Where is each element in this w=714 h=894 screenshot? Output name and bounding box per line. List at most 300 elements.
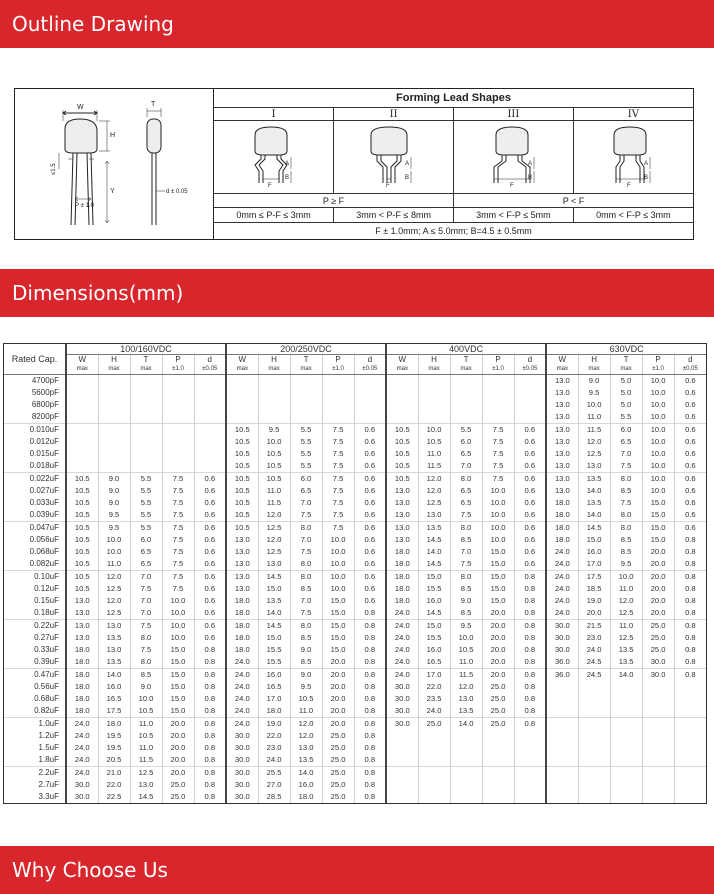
dimension-cell: 18.0 xyxy=(386,571,418,584)
dimension-cell xyxy=(162,411,194,424)
dimension-cell: 13.0 xyxy=(226,534,258,546)
dimension-cell: 15.0 xyxy=(482,595,514,607)
dimension-cell xyxy=(418,791,450,803)
dimension-cell: 0.6 xyxy=(354,473,386,486)
dimension-cell: 36.0 xyxy=(546,656,578,669)
dimension-cell: 24.0 xyxy=(226,669,258,682)
dimension-cell: 0.8 xyxy=(194,742,226,754)
dimension-cell: 0.8 xyxy=(194,656,226,669)
column-header-p: P xyxy=(322,355,354,366)
dimension-cell: 25.0 xyxy=(642,632,674,644)
rated-cap-cell: 0.33uF xyxy=(34,645,59,654)
dimension-cell: 8.5 xyxy=(290,632,322,644)
rated-cap-cell: 0.68uF xyxy=(34,694,59,703)
dimension-cell: 24.0 xyxy=(386,656,418,669)
dimension-cell xyxy=(354,411,386,424)
table-row xyxy=(4,644,706,656)
dimension-cell: 0.6 xyxy=(674,485,706,497)
rated-cap-cell: 4700pF xyxy=(31,376,59,385)
dimension-cell: 0.6 xyxy=(194,473,226,486)
dimension-cell: 11.0 xyxy=(610,620,642,633)
dimension-cell: 0.8 xyxy=(674,558,706,571)
capacitor-outline-drawing xyxy=(15,89,213,239)
dimension-cell: 15.0 xyxy=(162,693,194,705)
dimension-cell: 7.0 xyxy=(450,546,482,558)
dimension-cell xyxy=(354,387,386,399)
dimension-cell: 0.6 xyxy=(354,583,386,595)
column-tolerance: max xyxy=(578,365,610,375)
dimension-cell xyxy=(578,718,610,731)
dimension-cell: 19.0 xyxy=(258,718,290,731)
dimension-cell: 0.6 xyxy=(354,509,386,522)
table-row xyxy=(4,424,706,437)
dimension-cell: 12.0 xyxy=(98,595,130,607)
dimension-cell: 0.6 xyxy=(674,436,706,448)
dimension-cell xyxy=(674,767,706,780)
rated-cap-cell: 1.0uF xyxy=(38,719,59,728)
dimension-cell: 7.5 xyxy=(130,583,162,595)
dimension-cell: 15.0 xyxy=(482,583,514,595)
dimension-cell: 20.0 xyxy=(642,558,674,571)
dimension-cell: 7.5 xyxy=(130,620,162,633)
dimension-cell: 10.5 xyxy=(226,448,258,460)
dimension-cell xyxy=(610,718,642,731)
dimension-cell: 10.5 xyxy=(130,705,162,718)
dimension-cell xyxy=(258,399,290,411)
column-tolerance: max xyxy=(610,365,642,375)
dimension-cell: 10.5 xyxy=(66,497,98,509)
lead-length-y-label: Y xyxy=(110,188,115,195)
dimension-cell: 15.0 xyxy=(322,620,354,633)
dimension-cell: 12.0 xyxy=(98,571,130,584)
dimension-cell: 11.0 xyxy=(418,448,450,460)
dimension-cell: 20.0 xyxy=(162,730,194,742)
shape-3-a-label: A xyxy=(528,161,533,167)
dimension-cell: 0.8 xyxy=(674,534,706,546)
column-tolerance: ±1.0 xyxy=(322,365,354,375)
dimension-cell: 0.8 xyxy=(194,779,226,791)
rated-cap-cell: 3.3uF xyxy=(38,792,59,801)
dimension-cell: 7.5 xyxy=(322,473,354,486)
forming-shape-3-cell xyxy=(454,121,574,194)
dimension-cell: 0.8 xyxy=(514,644,546,656)
dimension-cell: 17.5 xyxy=(578,571,610,584)
dimension-cell: 8.5 xyxy=(290,656,322,669)
dimension-cell xyxy=(194,448,226,460)
dimension-cell: 15.0 xyxy=(418,620,450,633)
dimension-cell: 0.8 xyxy=(354,742,386,754)
dimension-cell: 12.5 xyxy=(610,632,642,644)
dimension-cell: 12.0 xyxy=(418,485,450,497)
dimension-cell: 0.6 xyxy=(194,509,226,522)
dimension-cell xyxy=(578,693,610,705)
table-row xyxy=(4,411,706,424)
dimension-cell: 24.5 xyxy=(578,656,610,669)
dimension-cell xyxy=(194,375,226,388)
dimension-cell: 13.5 xyxy=(578,473,610,486)
dimension-cell xyxy=(546,779,578,791)
rated-cap-cell: 2.7uF xyxy=(38,780,59,789)
dimension-cell: 18.0 xyxy=(226,644,258,656)
dimension-cell: 25.0 xyxy=(482,718,514,731)
shape-numeral-2: II xyxy=(334,108,454,121)
dimension-cell: 20.0 xyxy=(162,754,194,767)
dimension-cell xyxy=(450,399,482,411)
dimension-cell: 7.5 xyxy=(162,522,194,535)
dimension-cell: 9.5 xyxy=(98,522,130,535)
column-tolerance: max xyxy=(98,365,130,375)
rated-cap-cell: 0.082uF xyxy=(4,558,66,571)
column-header-w: W xyxy=(386,355,418,366)
dimension-cell: 0.6 xyxy=(674,522,706,535)
dimension-cell: 18.0 xyxy=(546,509,578,522)
dimension-cell: 10.5 xyxy=(290,693,322,705)
dimension-cell: 18.0 xyxy=(546,497,578,509)
dimension-cell: 13.0 xyxy=(418,509,450,522)
dimension-cell xyxy=(194,411,226,424)
dimension-cell: 0.6 xyxy=(674,497,706,509)
dimension-cell: 13.0 xyxy=(98,620,130,633)
rated-cap-cell: 0.010uF xyxy=(29,425,59,434)
dimension-cell xyxy=(674,791,706,803)
dimension-cell: 8.0 xyxy=(130,632,162,644)
dimension-cell xyxy=(354,375,386,388)
dimension-cell xyxy=(386,730,418,742)
dimension-cell xyxy=(386,779,418,791)
dimension-cell xyxy=(386,399,418,411)
table-row xyxy=(4,607,706,620)
dimension-cell xyxy=(98,411,130,424)
table-row xyxy=(4,399,706,411)
dimension-cell xyxy=(386,791,418,803)
column-header-d: d xyxy=(514,355,546,366)
dimension-cell xyxy=(514,767,546,780)
dimension-cell: 7.5 xyxy=(162,546,194,558)
table-row xyxy=(4,705,706,718)
dimension-cell: 12.0 xyxy=(290,730,322,742)
dimension-cell: 7.5 xyxy=(610,497,642,509)
rated-cap-cell: 8200pF xyxy=(4,411,66,424)
thickness-label: T xyxy=(151,101,156,108)
dimension-cell: 9.5 xyxy=(290,681,322,693)
dimension-cell: 15.0 xyxy=(642,522,674,535)
column-header-d: d xyxy=(354,355,386,366)
rated-cap-cell: 0.18uF xyxy=(4,607,66,620)
dimension-cell: 20.0 xyxy=(322,681,354,693)
dimension-cell: 13.5 xyxy=(290,754,322,767)
dimension-cell: 9.0 xyxy=(98,485,130,497)
dimension-cell: 13.5 xyxy=(98,632,130,644)
dimension-cell: 30.0 xyxy=(386,693,418,705)
dimension-cell xyxy=(130,411,162,424)
dimension-cell: 10.5 xyxy=(66,509,98,522)
dimension-cell: 25.0 xyxy=(482,681,514,693)
dimension-cell xyxy=(482,375,514,388)
dimension-cell xyxy=(578,705,610,718)
dimension-cell: 13.0 xyxy=(386,485,418,497)
dimension-cell: 13.0 xyxy=(546,387,578,399)
dimension-cell: 17.5 xyxy=(98,705,130,718)
dimension-cell xyxy=(226,375,258,388)
dimension-cell: 19.5 xyxy=(98,742,130,754)
dimension-cell: 10.5 xyxy=(226,509,258,522)
dimension-cell: 10.5 xyxy=(226,436,258,448)
dimension-cell: 17.0 xyxy=(578,558,610,571)
dimension-cell: 0.6 xyxy=(674,509,706,522)
dimension-cell: 6.5 xyxy=(130,546,162,558)
dimension-cell: 7.5 xyxy=(322,509,354,522)
dimension-cell: 0.8 xyxy=(194,681,226,693)
dimension-cell: 13.0 xyxy=(546,424,578,437)
dimension-cell: 7.5 xyxy=(482,448,514,460)
dimension-cell xyxy=(578,767,610,780)
dimension-cell: 6.0 xyxy=(610,424,642,437)
voltage-group-header: 630VDC xyxy=(546,344,706,355)
dimension-cell: 13.0 xyxy=(226,583,258,595)
dimension-cell: 20.0 xyxy=(322,718,354,731)
dimension-cell xyxy=(386,767,418,780)
dimension-cell: 0.6 xyxy=(514,534,546,546)
dimension-cell: 20.0 xyxy=(322,656,354,669)
dimension-cell: 0.8 xyxy=(194,754,226,767)
dimension-cell: 13.5 xyxy=(610,644,642,656)
dimension-cell: 18.0 xyxy=(386,558,418,571)
dimension-cell: 10.5 xyxy=(386,460,418,473)
dimension-cell: 8.0 xyxy=(290,571,322,584)
column-tolerance: ±0.05 xyxy=(194,365,226,375)
dimension-cell xyxy=(674,742,706,754)
dimension-cell xyxy=(130,448,162,460)
dimension-cell: 16.5 xyxy=(98,693,130,705)
dimension-cell: 25.0 xyxy=(482,693,514,705)
shape-2-b-label: B xyxy=(404,175,409,181)
dimension-cell: 10.5 xyxy=(450,644,482,656)
dimension-cell: 0.6 xyxy=(194,595,226,607)
dimension-cell: 7.5 xyxy=(482,424,514,437)
dimension-cell: 0.8 xyxy=(514,693,546,705)
dimension-cell: 13.0 xyxy=(546,473,578,486)
dimension-cell: 7.5 xyxy=(322,460,354,473)
dimension-cell: 7.5 xyxy=(290,509,322,522)
dimension-cell xyxy=(610,791,642,803)
column-tolerance: ±0.05 xyxy=(354,365,386,375)
dimension-cell: 0.6 xyxy=(354,546,386,558)
dimension-cell: 7.0 xyxy=(610,448,642,460)
column-header-w: W xyxy=(226,355,258,366)
dimension-cell: 13.0 xyxy=(386,509,418,522)
dimension-cell: 24.0 xyxy=(546,595,578,607)
dimensions-table-panel xyxy=(3,343,707,804)
table-row xyxy=(4,681,706,693)
dimension-cell: 8.5 xyxy=(290,583,322,595)
dimension-cell: 25.0 xyxy=(322,791,354,803)
dimension-cell xyxy=(130,436,162,448)
dimension-cell: 30.0 xyxy=(226,779,258,791)
dimension-cell: 9.0 xyxy=(290,669,322,682)
dimension-cell xyxy=(130,460,162,473)
dimension-cell: 20.0 xyxy=(642,607,674,620)
dimensions-table xyxy=(4,344,706,803)
dimension-cell: 0.8 xyxy=(354,681,386,693)
dimension-cell xyxy=(258,411,290,424)
dimension-cell: 0.8 xyxy=(354,620,386,633)
dimension-cell xyxy=(418,754,450,767)
column-tolerance: max xyxy=(450,365,482,375)
dimension-cell: 7.5 xyxy=(162,509,194,522)
dimension-cell: 20.0 xyxy=(322,669,354,682)
dimension-cell: 10.0 xyxy=(482,522,514,535)
dimension-cell xyxy=(450,791,482,803)
dimension-cell: 30.0 xyxy=(226,730,258,742)
dimension-cell: 24.0 xyxy=(546,571,578,584)
dimension-cell: 10.5 xyxy=(226,522,258,535)
dimension-cell: 18.0 xyxy=(226,595,258,607)
dimension-cell: 0.6 xyxy=(354,424,386,437)
dimension-cell: 24.0 xyxy=(546,583,578,595)
dimension-cell xyxy=(674,681,706,693)
column-tolerance: max xyxy=(130,365,162,375)
dimension-cell xyxy=(546,791,578,803)
table-row xyxy=(4,791,706,803)
dimension-cell xyxy=(482,791,514,803)
dimension-cell: 0.8 xyxy=(354,607,386,620)
dimension-cell: 15.5 xyxy=(258,656,290,669)
lead-kink-label: ≤1.5 xyxy=(51,163,57,175)
height-label: H xyxy=(110,132,116,139)
dimension-cell xyxy=(322,375,354,388)
dimension-cell xyxy=(514,399,546,411)
forming-shape-2-cell xyxy=(334,121,454,194)
dimension-cell: 7.5 xyxy=(130,644,162,656)
table-row xyxy=(4,558,706,571)
table-row xyxy=(4,375,706,388)
dimension-cell xyxy=(354,399,386,411)
forming-shape-4-cell xyxy=(573,121,693,194)
dimension-cell xyxy=(386,742,418,754)
dimension-cell: 14.0 xyxy=(98,669,130,682)
dimension-cell: 6.5 xyxy=(610,436,642,448)
dimension-cell: 6.5 xyxy=(290,485,322,497)
dimension-cell: 24.0 xyxy=(546,546,578,558)
table-row xyxy=(4,779,706,791)
dimension-cell: 0.8 xyxy=(354,693,386,705)
dimension-cell: 10.0 xyxy=(642,448,674,460)
dimension-cell: 15.0 xyxy=(162,681,194,693)
dimension-cell: 14.0 xyxy=(578,485,610,497)
dimension-cell: 15.0 xyxy=(162,705,194,718)
dimension-cell: 20.0 xyxy=(578,607,610,620)
dimension-cell xyxy=(258,387,290,399)
dimension-cell xyxy=(194,460,226,473)
dimension-cell: 25.0 xyxy=(322,754,354,767)
dimension-cell: 0.6 xyxy=(194,620,226,633)
dimension-cell xyxy=(610,742,642,754)
rated-cap-cell: 0.015uF xyxy=(29,449,59,458)
dimension-cell: 0.8 xyxy=(514,669,546,682)
dimension-cell xyxy=(418,742,450,754)
dimension-cell: 9.0 xyxy=(98,497,130,509)
dimension-cell: 10.5 xyxy=(226,473,258,486)
dimension-cell xyxy=(66,460,98,473)
shape-1-b-label: B xyxy=(284,175,289,181)
dimension-cell: 0.6 xyxy=(674,411,706,424)
dimension-cell: 15.0 xyxy=(642,534,674,546)
outline-drawing-panel xyxy=(14,88,694,240)
dimension-cell: 18.0 xyxy=(66,681,98,693)
dimension-cell xyxy=(162,375,194,388)
dimension-cell xyxy=(66,375,98,388)
dimension-cell: 0.6 xyxy=(194,607,226,620)
dimension-cell xyxy=(514,791,546,803)
dimension-cell: 15.0 xyxy=(642,509,674,522)
dimension-cell xyxy=(546,730,578,742)
column-tolerance: max xyxy=(546,365,578,375)
dimension-cell: 15.0 xyxy=(258,632,290,644)
column-header-p: P xyxy=(482,355,514,366)
dimension-cell: 11.0 xyxy=(130,742,162,754)
dimension-cell xyxy=(418,399,450,411)
dimension-cell: 18.0 xyxy=(258,705,290,718)
dimension-cell: 0.6 xyxy=(194,546,226,558)
rated-cap-cell: 0.39uF xyxy=(4,656,66,669)
dimension-cell: 10.5 xyxy=(226,485,258,497)
dimension-cell: 18.0 xyxy=(226,607,258,620)
dimension-cell: 18.0 xyxy=(226,632,258,644)
dimension-cell: 11.0 xyxy=(258,485,290,497)
dimension-cell: 15.0 xyxy=(322,644,354,656)
dimension-cell: 10.5 xyxy=(226,460,258,473)
dimensions-banner xyxy=(0,269,714,317)
dimension-cell: 10.0 xyxy=(482,534,514,546)
dimension-cell xyxy=(674,754,706,767)
dimension-cell: 5.0 xyxy=(610,387,642,399)
dimension-cell: 0.6 xyxy=(674,375,706,388)
shape-3-condition: 3mm < F-P ≤ 5mm xyxy=(454,208,574,223)
dimension-cell: 8.5 xyxy=(610,485,642,497)
dimension-cell: 12.5 xyxy=(258,546,290,558)
dimension-cell: 0.8 xyxy=(514,595,546,607)
dimension-cell: 7.5 xyxy=(162,571,194,584)
table-row xyxy=(4,522,706,535)
dimension-cell: 12.0 xyxy=(290,718,322,731)
dimension-cell: 13.0 xyxy=(290,742,322,754)
dimension-cell: 13.0 xyxy=(226,546,258,558)
dimension-cell: 13.5 xyxy=(578,497,610,509)
dimension-cell xyxy=(642,767,674,780)
voltage-group-header: 200/250VDC xyxy=(226,344,386,355)
rated-cap-cell: 0.12uF xyxy=(34,584,59,593)
dimension-cell: 24.0 xyxy=(386,607,418,620)
dimension-cell: 0.6 xyxy=(354,436,386,448)
dimension-cell: 0.6 xyxy=(354,571,386,584)
dimension-cell: 24.0 xyxy=(578,644,610,656)
dimension-cell: 7.5 xyxy=(162,558,194,571)
dimension-cell: 24.0 xyxy=(66,718,98,731)
dimension-cell: 12.5 xyxy=(578,448,610,460)
dimension-cell: 18.0 xyxy=(98,718,130,731)
dimension-cell: 0.8 xyxy=(354,656,386,669)
dimension-cell: 7.5 xyxy=(322,522,354,535)
dimension-cell: 20.0 xyxy=(162,767,194,780)
dimension-cell xyxy=(418,375,450,388)
dimension-cell: 10.0 xyxy=(642,436,674,448)
table-row xyxy=(4,767,706,780)
dimension-cell: 0.6 xyxy=(514,546,546,558)
dimension-cell: 11.0 xyxy=(98,558,130,571)
dimension-cell: 13.0 xyxy=(546,399,578,411)
dimension-cell: 15.0 xyxy=(642,497,674,509)
dimension-cell: 10.5 xyxy=(418,436,450,448)
